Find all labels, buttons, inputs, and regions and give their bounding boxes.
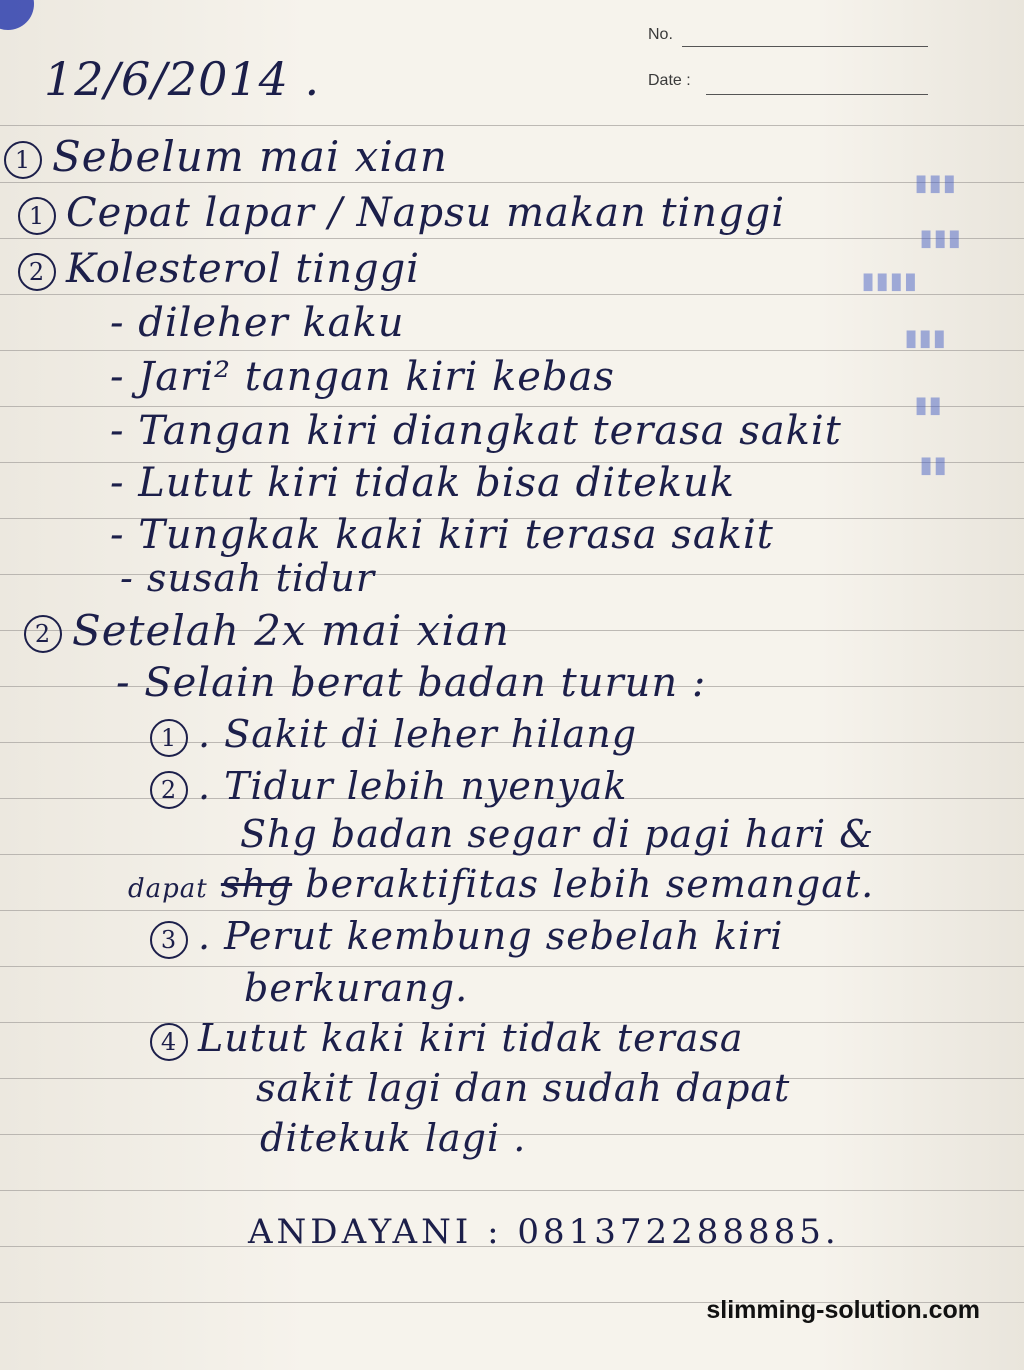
handwritten-date: 12/6/2014 .	[44, 52, 321, 106]
item-marker: 4	[150, 1023, 188, 1061]
item-text: beraktifitas lebih semangat.	[305, 862, 875, 906]
list-item	[150, 1016, 744, 1061]
list-item-continuation: sakit lagi dan sudah dapat	[256, 1066, 791, 1110]
bleed-through-mark: ▮▮▮	[920, 225, 963, 250]
list-item	[150, 764, 627, 809]
list-item	[18, 246, 420, 292]
list-item	[18, 190, 785, 236]
list-item-continuation	[128, 862, 874, 906]
no-line	[682, 46, 928, 47]
item-text: . Sakit di leher hilang	[198, 712, 638, 756]
bleed-through-mark: ▮▮▮▮	[862, 268, 919, 293]
item-text: . Perut kembung sebelah kiri	[198, 914, 784, 958]
bleed-through-mark: ▮▮	[920, 452, 949, 477]
section-title: Setelah 2x mai xian	[72, 606, 510, 655]
section-2-heading	[24, 606, 510, 655]
no-label: No.	[648, 26, 673, 43]
item-text: Cepat lapar / Napsu makan tinggi	[66, 190, 786, 236]
section-marker: 1	[4, 141, 42, 179]
item-text: . Tidur lebih nyenyak	[198, 764, 628, 808]
bleed-through-mark: ▮▮▮	[915, 170, 958, 195]
list-item	[150, 712, 637, 757]
bullet-item: - Jari² tangan kiri kebas	[110, 354, 615, 400]
watermark: slimming-solution.com	[706, 1296, 980, 1324]
date-label: Date :	[648, 72, 691, 89]
item-text: Kolesterol tinggi	[66, 246, 420, 292]
section-title: Sebelum mai xian	[52, 132, 448, 181]
section-intro: - Selain berat badan turun :	[116, 660, 707, 706]
bleed-through-mark: ▮▮	[915, 392, 944, 417]
item-marker: 1	[150, 719, 188, 757]
section-1-heading	[4, 132, 448, 181]
bleed-through-mark: ▮▮▮	[905, 325, 948, 350]
bullet-item: - Tangan kiri diangkat terasa sakit	[110, 408, 842, 454]
item-text: Lutut kaki kiri tidak terasa	[198, 1016, 744, 1060]
list-item	[150, 914, 783, 959]
bullet-item: - dileher kaku	[110, 300, 405, 346]
list-item-continuation: Shg badan segar di pagi hari &	[240, 812, 875, 856]
bullet-item: - susah tidur	[120, 556, 375, 600]
section-marker: 2	[24, 615, 62, 653]
item-marker: 1	[18, 197, 56, 235]
list-item-continuation: berkurang.	[244, 966, 469, 1010]
signature-line: ANDAYANI : 081372288885.	[248, 1212, 840, 1252]
list-item-continuation: ditekuk lagi .	[260, 1116, 527, 1160]
date-line	[706, 94, 928, 95]
item-marker: 2	[18, 253, 56, 291]
ink-blot	[0, 0, 34, 30]
bullet-item: - Tungkak kaki kiri terasa sakit	[110, 512, 774, 558]
bullet-item: - Lutut kiri tidak bisa ditekuk	[110, 460, 735, 506]
inserted-word: dapat	[128, 874, 208, 904]
item-marker: 2	[150, 771, 188, 809]
struck-word: shg	[220, 862, 293, 906]
item-marker: 3	[150, 921, 188, 959]
